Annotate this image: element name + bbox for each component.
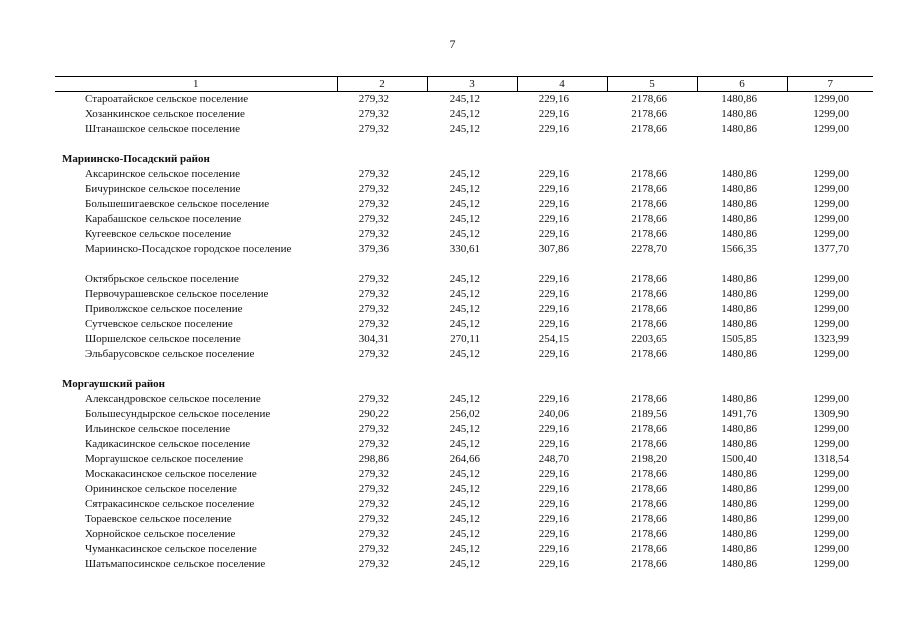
value-cell-col-3: 245,12 [449,168,480,180]
value-cell-col-7: 1299,00 [813,498,849,510]
settlement-name: Александровское сельское поселение [85,393,261,405]
value-cell-col-5: 2178,66 [631,498,667,510]
value-cell-col-4: 229,16 [538,183,569,195]
value-cell-col-4: 229,16 [538,558,569,570]
table-row [55,527,873,542]
value-cell-col-4: 229,16 [538,108,569,120]
value-cell-col-5: 2203,65 [631,333,667,345]
value-cell-col-5: 2278,70 [631,243,667,255]
settlement-name: Сутчевское сельское поселение [85,318,233,330]
settlement-name: Тораевское сельское поселение [85,513,232,525]
value-cell-col-6: 1480,86 [721,273,757,285]
settlement-name: Мариинско-Посадское городское поселение [85,243,292,255]
value-cell-col-5: 2178,66 [631,183,667,195]
value-cell-col-4: 229,16 [538,198,569,210]
value-cell-col-2: 279,32 [358,498,389,510]
value-cell-col-2: 279,32 [358,93,389,105]
value-cell-col-3: 245,12 [449,438,480,450]
settlement-name: Карабашское сельское поселение [85,213,242,225]
value-cell-col-2: 279,32 [358,228,389,240]
value-cell-col-3: 330,61 [449,243,480,255]
value-cell-col-3: 264,66 [449,453,480,465]
value-cell-col-2: 279,32 [358,303,389,315]
value-cell-col-4: 229,16 [538,123,569,135]
settlement-name: Чуманкасинское сельское поселение [85,543,257,555]
value-cell-col-2: 279,32 [358,543,389,555]
value-cell-col-5: 2178,66 [631,393,667,405]
value-cell-col-7: 1299,00 [813,198,849,210]
value-cell-col-2: 279,32 [358,318,389,330]
column-header: 1 [55,77,337,92]
value-cell-col-7: 1299,00 [813,348,849,360]
value-cell-col-5: 2178,66 [631,288,667,300]
value-cell-col-5: 2178,66 [631,273,667,285]
value-cell-col-4: 229,16 [538,228,569,240]
value-cell-col-3: 245,12 [449,393,480,405]
value-cell-col-6: 1480,86 [721,438,757,450]
value-cell-col-2: 279,32 [358,273,389,285]
value-cell-col-4: 229,16 [538,93,569,105]
value-cell-col-6: 1480,86 [721,498,757,510]
value-cell-col-3: 245,12 [449,423,480,435]
value-cell-col-5: 2178,66 [631,468,667,480]
value-cell-col-7: 1299,00 [813,543,849,555]
value-cell-col-6: 1480,86 [721,558,757,570]
value-cell-col-5: 2178,66 [631,483,667,495]
table-row [55,317,873,332]
value-cell-col-3: 245,12 [449,528,480,540]
value-cell-col-7: 1318,54 [813,453,849,465]
value-cell-col-7: 1299,00 [813,528,849,540]
value-cell-col-7: 1299,00 [813,228,849,240]
value-cell-col-2: 279,32 [358,513,389,525]
value-cell-col-4: 229,16 [538,273,569,285]
settlement-name: Октябрьское сельское поселение [85,273,239,285]
value-cell-col-3: 245,12 [449,228,480,240]
value-cell-col-2: 290,22 [358,408,389,420]
value-cell-col-7: 1299,00 [813,273,849,285]
value-cell-col-7: 1299,00 [813,468,849,480]
value-cell-col-7: 1299,00 [813,183,849,195]
settlement-name: Москакасинское сельское поселение [85,468,257,480]
value-cell-col-6: 1480,86 [721,468,757,480]
value-cell-col-4: 248,70 [538,453,569,465]
value-cell-col-6: 1480,86 [721,108,757,120]
value-cell-col-6: 1480,86 [721,483,757,495]
value-cell-col-6: 1480,86 [721,543,757,555]
settlement-name: Сятракасинское сельское поселение [85,498,255,510]
table-row [55,452,873,467]
table-row [55,482,873,497]
value-cell-col-4: 229,16 [538,303,569,315]
value-cell-col-6: 1480,86 [721,288,757,300]
value-cell-col-7: 1299,00 [813,423,849,435]
value-cell-col-7: 1299,00 [813,438,849,450]
table-row [55,212,873,227]
value-cell-col-7: 1299,00 [813,93,849,105]
settlement-name: Приволжское сельское поселение [85,303,243,315]
value-cell-col-5: 2178,66 [631,438,667,450]
value-cell-col-7: 1299,00 [813,303,849,315]
value-cell-col-4: 229,16 [538,438,569,450]
column-header-table [55,76,873,92]
value-cell-col-2: 304,31 [358,333,389,345]
value-cell-col-6: 1480,86 [721,513,757,525]
value-cell-col-7: 1377,70 [813,243,849,255]
value-cell-col-3: 245,12 [449,303,480,315]
value-cell-col-3: 245,12 [449,318,480,330]
section-spacer [55,362,873,377]
settlement-name: Орининское сельское поселение [85,483,237,495]
column-header: 4 [517,77,607,92]
value-cell-col-4: 229,16 [538,423,569,435]
value-cell-col-3: 245,12 [449,558,480,570]
value-cell-col-6: 1480,86 [721,168,757,180]
value-cell-col-6: 1505,85 [721,333,757,345]
page-number: 7 [449,37,456,51]
settlement-name: Первочурашевское сельское поселение [85,288,269,300]
value-cell-col-5: 2178,66 [631,318,667,330]
table-row [55,422,873,437]
column-header-row [55,77,873,92]
value-cell-col-5: 2178,66 [631,558,667,570]
settlement-name: Шатьмапосинское сельское поселение [85,558,266,570]
table-row [55,167,873,182]
value-cell-col-4: 229,16 [538,168,569,180]
value-cell-col-4: 229,16 [538,213,569,225]
value-cell-col-3: 245,12 [449,273,480,285]
value-cell-col-4: 229,16 [538,513,569,525]
value-cell-col-3: 245,12 [449,213,480,225]
value-cell-col-4: 229,16 [538,318,569,330]
value-cell-col-5: 2178,66 [631,168,667,180]
value-cell-col-6: 1480,86 [721,318,757,330]
value-cell-col-6: 1500,40 [721,453,757,465]
value-cell-col-3: 245,12 [449,108,480,120]
value-cell-col-2: 279,32 [358,438,389,450]
column-header: 7 [787,77,873,92]
value-cell-col-6: 1480,86 [721,348,757,360]
table-row [55,542,873,557]
value-cell-col-7: 1299,00 [813,513,849,525]
value-cell-col-2: 279,32 [358,213,389,225]
value-cell-col-3: 245,12 [449,183,480,195]
value-cell-col-6: 1480,86 [721,198,757,210]
value-cell-col-7: 1299,00 [813,318,849,330]
table-row [55,197,873,212]
table-row [55,227,873,242]
value-cell-col-5: 2198,20 [631,453,667,465]
value-cell-col-4: 307,86 [538,243,569,255]
value-cell-col-7: 1299,00 [813,168,849,180]
value-cell-col-5: 2178,66 [631,303,667,315]
value-cell-col-2: 279,32 [358,468,389,480]
settlement-name: Эльбарусовское сельское поселение [85,348,255,360]
value-cell-col-2: 279,32 [358,393,389,405]
table-row [55,302,873,317]
table-row [55,437,873,452]
value-cell-col-2: 279,32 [358,288,389,300]
value-cell-col-7: 1299,00 [813,108,849,120]
value-cell-col-7: 1323,99 [813,333,849,345]
table-row [55,497,873,512]
settlement-name: Кадикасинское сельское поселение [85,438,251,450]
value-cell-col-2: 279,32 [358,528,389,540]
value-cell-col-4: 229,16 [538,543,569,555]
value-cell-col-5: 2189,56 [631,408,667,420]
value-cell-col-7: 1299,00 [813,558,849,570]
value-cell-col-5: 2178,66 [631,543,667,555]
value-cell-col-3: 245,12 [449,513,480,525]
value-cell-col-4: 229,16 [538,528,569,540]
settlement-name: Ильинское сельское поселение [85,423,231,435]
district-heading: Мариинско-Посадский район [62,153,210,165]
table-row [55,242,873,272]
settlement-name: Староатайское сельское поселение [85,93,249,105]
value-cell-col-2: 279,32 [358,483,389,495]
settlement-name: Штанашское сельское поселение [85,123,241,135]
value-cell-col-6: 1480,86 [721,423,757,435]
settlement-name: Моргаушское сельское поселение [85,453,244,465]
value-cell-col-4: 229,16 [538,288,569,300]
value-cell-col-5: 2178,66 [631,228,667,240]
value-cell-col-6: 1480,86 [721,228,757,240]
table-row [55,347,873,362]
value-cell-col-2: 279,32 [358,168,389,180]
value-cell-col-3: 245,12 [449,348,480,360]
value-cell-col-5: 2178,66 [631,123,667,135]
settlement-name: Большешигаевское сельское поселение [85,198,270,210]
value-cell-col-3: 245,12 [449,468,480,480]
value-cell-col-6: 1480,86 [721,93,757,105]
district-heading: Моргаушский район [62,378,166,390]
value-cell-col-5: 2178,66 [631,93,667,105]
column-header: 3 [427,77,517,92]
settlement-table-body [55,92,873,572]
value-cell-col-5: 2178,66 [631,513,667,525]
table-row [55,557,873,572]
settlement-name: Бичуринское сельское поселение [85,183,241,195]
value-cell-col-2: 279,32 [358,558,389,570]
value-cell-col-2: 279,32 [358,423,389,435]
value-cell-col-5: 2178,66 [631,108,667,120]
value-cell-col-3: 245,12 [449,483,480,495]
value-cell-col-6: 1566,35 [721,243,757,255]
settlement-name: Кугеевское сельское поселение [85,228,232,240]
table-row [55,92,873,107]
value-cell-col-3: 245,12 [449,498,480,510]
value-cell-col-7: 1299,00 [813,123,849,135]
value-cell-col-6: 1491,76 [721,408,757,420]
section-spacer [55,137,873,152]
value-cell-col-4: 240,06 [538,408,569,420]
table-row [55,272,873,287]
column-header: 2 [337,77,427,92]
table-row [55,287,873,302]
value-cell-col-2: 279,32 [358,183,389,195]
value-cell-col-7: 1299,00 [813,213,849,225]
table-row [55,107,873,122]
value-cell-col-4: 254,15 [538,333,569,345]
table-row [55,332,873,347]
value-cell-col-5: 2178,66 [631,213,667,225]
value-cell-col-6: 1480,86 [721,303,757,315]
value-cell-col-7: 1299,00 [813,483,849,495]
table-row [55,467,873,482]
settlement-name: Хорнойское сельское поселение [85,528,236,540]
value-cell-col-6: 1480,86 [721,123,757,135]
value-cell-col-4: 229,16 [538,468,569,480]
value-cell-col-2: 279,32 [358,198,389,210]
column-header: 5 [607,77,697,92]
value-cell-col-5: 2178,66 [631,198,667,210]
table-row [55,122,873,137]
value-cell-col-5: 2178,66 [631,528,667,540]
value-cell-col-4: 229,16 [538,498,569,510]
value-cell-col-7: 1309,90 [813,408,849,420]
value-cell-col-5: 2178,66 [631,348,667,360]
value-cell-col-7: 1299,00 [813,288,849,300]
value-cell-col-3: 245,12 [449,288,480,300]
value-cell-col-6: 1480,86 [721,183,757,195]
value-cell-col-4: 229,16 [538,393,569,405]
settlement-name: Шоршелское сельское поселение [85,333,241,345]
value-cell-col-7: 1299,00 [813,393,849,405]
value-cell-col-6: 1480,86 [721,393,757,405]
value-cell-col-4: 229,16 [538,483,569,495]
value-cell-col-2: 298,86 [358,453,389,465]
value-cell-col-3: 245,12 [449,198,480,210]
settlement-name: Хозанкинское сельское поселение [85,108,245,120]
value-cell-col-3: 270,11 [450,333,480,345]
value-cell-col-2: 379,36 [358,243,389,255]
value-cell-col-6: 1480,86 [721,528,757,540]
table-row [55,392,873,407]
column-header: 6 [697,77,787,92]
value-cell-col-2: 279,32 [358,123,389,135]
value-cell-col-4: 229,16 [538,348,569,360]
value-cell-col-3: 245,12 [449,93,480,105]
settlement-name: Большесундырское сельское поселение [85,408,271,420]
value-cell-col-2: 279,32 [358,348,389,360]
value-cell-col-6: 1480,86 [721,213,757,225]
settlement-name: Аксаринское сельское поселение [85,168,241,180]
value-cell-col-2: 279,32 [358,108,389,120]
table-row [55,182,873,197]
value-cell-col-3: 245,12 [449,543,480,555]
value-cell-col-3: 256,02 [449,408,480,420]
table-row [55,512,873,527]
value-cell-col-3: 245,12 [449,123,480,135]
value-cell-col-5: 2178,66 [631,423,667,435]
table-row [55,407,873,422]
